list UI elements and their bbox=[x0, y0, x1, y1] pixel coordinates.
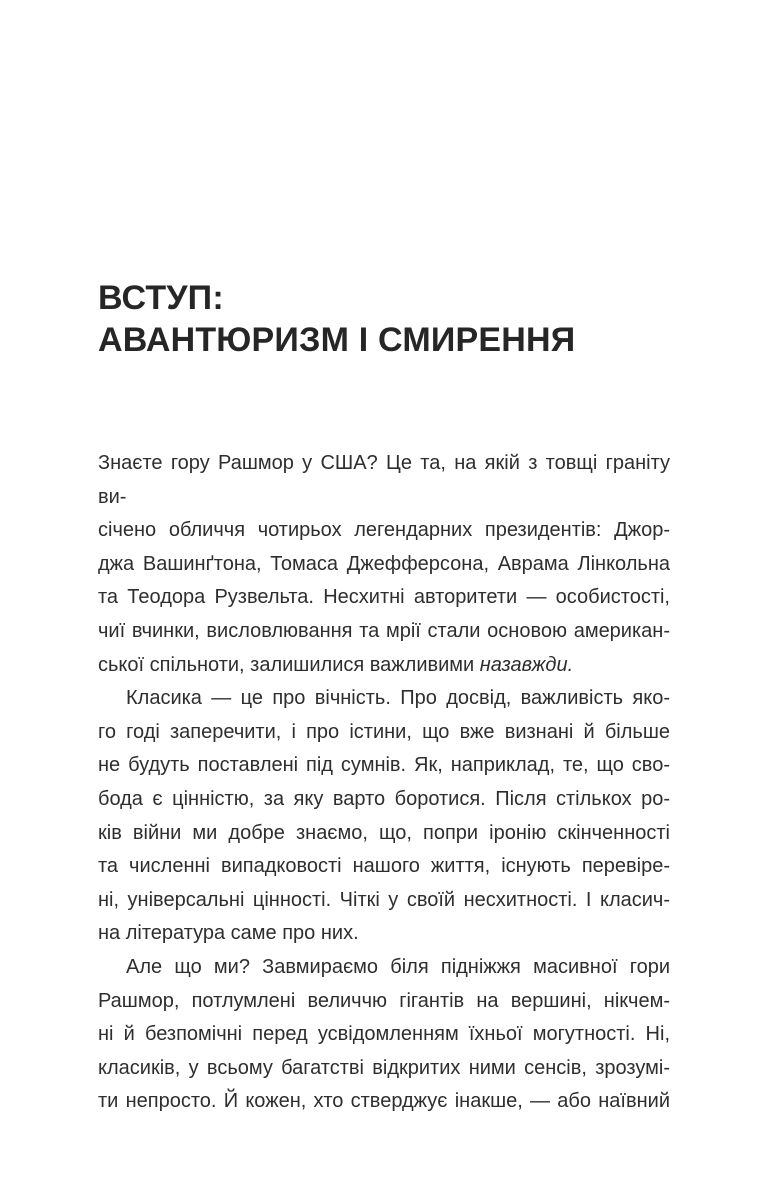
text-line: січено обличчя чотирьох легендарних президентів: Джор- bbox=[98, 519, 670, 542]
text-line: та Теодора Рузвельта. Несхитні авторитети — особистості, bbox=[98, 586, 670, 609]
paragraph bbox=[98, 447, 670, 682]
text-line: ні й безпомічні перед усвідомленням їхньої могутності. Ні, bbox=[98, 1023, 670, 1046]
text-line: Класика — це про вічність. Про досвід, важливість яко- bbox=[126, 687, 670, 710]
paragraph bbox=[98, 682, 670, 951]
text-line bbox=[98, 649, 670, 683]
body-text bbox=[98, 447, 670, 1119]
text-line: ків війни ми добре знаємо, що, попри іронію скінченності bbox=[98, 821, 670, 844]
text-line: бода є цінністю, за яку варто боротися. Після стількох ро- bbox=[98, 787, 670, 810]
text-line: джа Вашинґтона, Томаса Джефферсона, Аврама Лінкольна bbox=[98, 552, 670, 575]
chapter-title-line-2: АВАНТЮРИЗМ І СМИРЕННЯ bbox=[98, 321, 576, 359]
text-line: не будуть поставлені під сумнів. Як, наприклад, те, що сво- bbox=[98, 754, 670, 777]
paragraph bbox=[98, 951, 670, 1119]
text-line: та численні випадковості нашого життя, існують перевіре- bbox=[98, 855, 670, 878]
text-line: ні, універсальні цінності. Чіткі у своїй несхитності. І класич- bbox=[98, 888, 670, 911]
text-line: класиків, у всьому багатстві відкритих ними сенсів, зрозумі- bbox=[98, 1056, 670, 1079]
text-line: Знаєте гору Рашмор у США? Це та, на якій з товщі граніту ви- bbox=[98, 452, 670, 508]
chapter-title-line-1: ВСТУП: bbox=[98, 279, 224, 317]
text-segment: ської спільноти, залишилися важливими bbox=[98, 653, 480, 676]
text-line: го годі заперечити, і про істини, що вже визнані й більше bbox=[98, 720, 670, 743]
italic-text: назавжди. bbox=[479, 653, 574, 676]
text-line: на література саме про них. bbox=[98, 922, 359, 945]
text-line: ти непросто. Й кожен, хто стверджує інакше, — або наївний bbox=[98, 1090, 670, 1113]
text-line: Але що ми? Завмираємо біля підніжжя масивної гори bbox=[126, 955, 670, 978]
text-line: Рашмор, потлумлені величчю гігантів на вершині, нікчем- bbox=[98, 989, 670, 1012]
chapter-title bbox=[98, 277, 575, 361]
text-line: чиї вчинки, висловлювання та мрії стали основою американ- bbox=[98, 619, 670, 642]
